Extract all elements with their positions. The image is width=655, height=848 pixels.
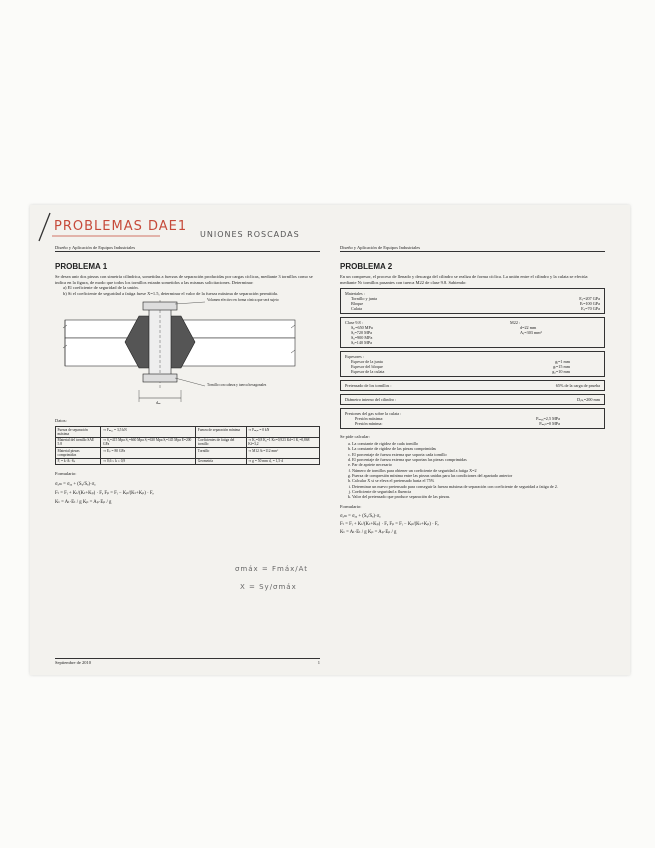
- pressure-name: Presión mínima:: [355, 421, 383, 427]
- thickness-value: gⱼ=1 mm: [555, 359, 570, 365]
- table-row: [56, 448, 320, 458]
- footer-page-number: 1: [317, 660, 320, 665]
- m22-value: Aₜ=303 mm²: [520, 330, 542, 336]
- page-header: Diseño y Aplicación de Equipos Industriales: [55, 245, 320, 252]
- formula-1: σₐₘ = σₐₐ + (Sᵤ/Sₑ)·σₐ: [340, 514, 381, 520]
- datos-label: Datos:: [55, 418, 67, 424]
- formula-block: [55, 480, 320, 507]
- data-table: [55, 426, 320, 464]
- table-cell: ⇒ Fₘᵢₙ = 0 kN: [246, 427, 319, 437]
- thickness-box: [340, 351, 605, 377]
- questions-list: [340, 441, 605, 499]
- table-cell: Fuerza de separación mínima: [196, 427, 246, 437]
- formula-1: σₐₘ = σₐₐ + (Sᵤ/Sₑ)·σₐ: [55, 481, 96, 487]
- m22-values: [510, 320, 600, 345]
- handwritten-title: PROBLEMAS DAE1: [54, 219, 188, 234]
- intro-text: Se desea unir dos piezas con simetría cilíndrica, sometidas a fuerzas de separación producidas por cargas cíclicas, mediante 3 tornillos como se indica en la figura, de modo que todos los tornillos estarán sometidos a las mismas solicitaciones. Determinar:: [55, 274, 313, 285]
- table-cell: Geometría: [196, 458, 246, 464]
- class-label: Clase 9.8 :: [345, 320, 363, 326]
- table-cell: Fuerza de separación máxima: [56, 427, 101, 437]
- material-name: Tornillo y junta: [351, 296, 377, 302]
- problem-title: PROBLEMA 2: [340, 262, 393, 271]
- class-value: Sᵧ=720 MPa: [351, 330, 373, 336]
- list-item: c. El porcentaje de fuerza externa que soporta cada tornillo: [352, 452, 605, 457]
- problem-statement: En un compresor, el proceso de llenado y descarga del cilindro se realiza de forma cíclica. La unión entre el cilindro y la culata se efectúa mediante Nₜ tornillos pasantes con tuerca M22 de clase 9.8. Sabiendo:: [340, 274, 588, 285]
- list-item: j. Coeficiente de seguridad a fluencia: [352, 489, 605, 494]
- table-cell: ⇒ g = 50 mm d₀ = 1,5·d: [246, 458, 319, 464]
- problem-statement: [55, 274, 320, 296]
- class-value: Sᵤ=900 MPa: [351, 335, 373, 341]
- materials-label: Materiales :: [345, 291, 365, 297]
- handwritten-note-1: σmáx = Fmáx/At: [235, 565, 309, 573]
- diameter-value: Dᵢₙₜ=200 mm: [577, 397, 600, 403]
- table-row: [56, 437, 320, 447]
- diameter-box: [340, 394, 605, 405]
- material-value: Eₗ=100 GPa: [579, 301, 600, 307]
- joint-drawing: [55, 298, 320, 416]
- pressure-label: Presiones del gas sobre la culata :: [345, 411, 402, 417]
- list-item: f. Número de tornillos para obtener un coeficiente de seguridad a fatiga X=2: [352, 468, 605, 473]
- handwritten-underline: [52, 234, 162, 238]
- pressure-value: Pₘₐₓ=2,5 MPa: [536, 416, 560, 422]
- table-row: [56, 427, 320, 437]
- list-item: g. Fuerza de compresión mínima entre las piezas unidas para las condiciones del apartado anterior: [352, 473, 605, 478]
- thickness-value: gₗ=15 mm: [553, 364, 570, 370]
- class-value: Sₚ=650 MPa: [351, 325, 373, 331]
- scanned-sheet: [30, 205, 630, 675]
- thickness-row: [345, 369, 600, 374]
- pressure-value: Pₘᵢₙ=0 MPa: [539, 421, 560, 427]
- handwritten-note-2: X = Sy/σmáx: [240, 583, 297, 591]
- material-name: Culata: [351, 306, 362, 312]
- list-item: d. El porcentaje de fuerza externa que soportan las piezas comprimidas: [352, 457, 605, 462]
- thickness-name: Espesor del bloque: [351, 364, 383, 370]
- list-item: e. Par de apriete necesario: [352, 462, 605, 467]
- table-cell: ⇒ 0,6 ≤ k ≤ 0,9: [101, 458, 196, 464]
- table-cell: Coeficientes de fatiga del tornillo: [196, 437, 246, 447]
- formula-2: Fₜ = Fᵢ + Kₜ/(Kₜ+Kₚ) · Fₑ Fₚ = Fᵢ − Kₚ/(Kₜ+Kₚ) · Fₑ: [55, 490, 154, 496]
- espesores-label: Espesores :: [345, 354, 364, 360]
- table-cell: ⇒ M12 Aₜ=112 mm²: [246, 448, 319, 458]
- list-item: a. La constante de rigidez de cada tornillo: [352, 441, 605, 446]
- table-cell: ⇒ Eₚ = 80 GPa: [101, 448, 196, 458]
- list-item: k. Valor del pretensado que produce separación de las piezas.: [352, 494, 605, 499]
- preload-box: [340, 380, 605, 391]
- left-page: [55, 245, 320, 665]
- item-b: b) Si el coeficiente de seguridad a fatiga fuese X=1.5, determinar el valor de la fuerza máxima de separación permitida.: [63, 290, 278, 296]
- table-row: [56, 458, 320, 464]
- table-cell: Material piezas comprimidas: [56, 448, 101, 458]
- figure-callout-top: Volumen efectivo en forma cónica que será sujeto: [207, 298, 279, 303]
- material-name: Bloque: [351, 301, 364, 307]
- thickness-name: Espesor de la culata: [351, 369, 385, 375]
- table-cell: Tornillo: [196, 448, 246, 458]
- preload-value: 65% de la carga de prueba: [555, 383, 600, 389]
- formula-3: Kₜ = Aₜ·Eₜ / g Kₚ = Aₚ·Eₚ / g: [55, 499, 112, 505]
- m22-value: d=22 mm: [520, 325, 537, 331]
- table-cell: Material del tornillo SAE 5.8: [56, 437, 101, 447]
- page-footer: [55, 658, 320, 665]
- material-row: [345, 306, 600, 311]
- pressure-row: [345, 421, 600, 426]
- m22-label: M22 :: [510, 320, 521, 326]
- problem-title: PROBLEMA 1: [55, 262, 108, 271]
- class-box: [340, 317, 605, 348]
- table-cell: ⇒ Sᵧ=415 Mpa Sᵤ=660 Mpa Sₑ=630 Mpa Sᵢ=145 Mpa E=200 GPa: [101, 437, 196, 447]
- item-a: a) El coeficiente de seguridad de la unión.: [63, 285, 139, 291]
- right-page: [340, 245, 605, 665]
- material-value: Eₜ=207 GPa: [579, 296, 600, 302]
- table-cell: Fᵢ = k·Aₜ·Sₚ: [56, 458, 101, 464]
- diameter-label: Diámetro interno del cilindro :: [345, 397, 397, 403]
- page-header: Diseño y Aplicación de Equipos Industriales: [340, 245, 605, 252]
- footer-date: Septiembre de 2010: [55, 660, 91, 665]
- list-item: i. Determinar un nuevo pretensado para conseguir la fuerza máxima de separación con coeficiente de seguridad a fatiga de 2.: [352, 484, 605, 489]
- formulario-label: Formulario:: [55, 470, 77, 476]
- figure-dimension: dₘ: [156, 400, 161, 406]
- table-cell: ⇒ Kₐ=0,8 Kᵦ=1 Kc=0,923 Kd=1 Kₑ=0,868 Kf=3,2: [246, 437, 319, 447]
- preload-label: Pretensado de los tornillos :: [345, 383, 392, 389]
- list-item: b. La constante de rigidez de las piezas comprimidas: [352, 446, 605, 451]
- table-cell: ⇒ Fₘₐₓ = 3,5 kN: [101, 427, 196, 437]
- materials-box: [340, 288, 605, 314]
- pressure-box: [340, 408, 605, 429]
- pen-slash-mark: [36, 211, 52, 243]
- formula-3: Kₜ = Aₜ·Eₜ / g Kₚ = Aₚ·Eₚ / g: [340, 530, 397, 536]
- bolted-joint-figure: [55, 298, 320, 416]
- formulario-label: Formulario:: [340, 504, 362, 510]
- class-values: [345, 320, 373, 345]
- thickness-name: Espesor de la junta: [351, 359, 383, 365]
- figure-callout-bottom: Tornillo con cabeza y tuerca hexagonales: [207, 383, 267, 388]
- list-item: h. Calcular X si se eleva el pretensado hasta el 75%: [352, 478, 605, 483]
- material-value: Eₛ=70 GPa: [581, 306, 600, 312]
- formula-2: Fₜ = Fᵢ + Kₜ/(Kₜ+Kₚ) · Fₑ Fₚ = Fᵢ − Kₚ/(Kₜ+Kₚ) · Fₑ: [340, 522, 439, 528]
- handwritten-subject: UNIONES ROSCADAS: [200, 230, 300, 239]
- se-pide-label: Se pide calcular:: [340, 434, 370, 440]
- formula-block: [340, 513, 605, 537]
- thickness-value: gₛ=10 mm: [552, 369, 570, 375]
- class-value: Sₑ=140 MPa: [351, 340, 373, 346]
- pressure-name: Presión máxima:: [355, 416, 384, 422]
